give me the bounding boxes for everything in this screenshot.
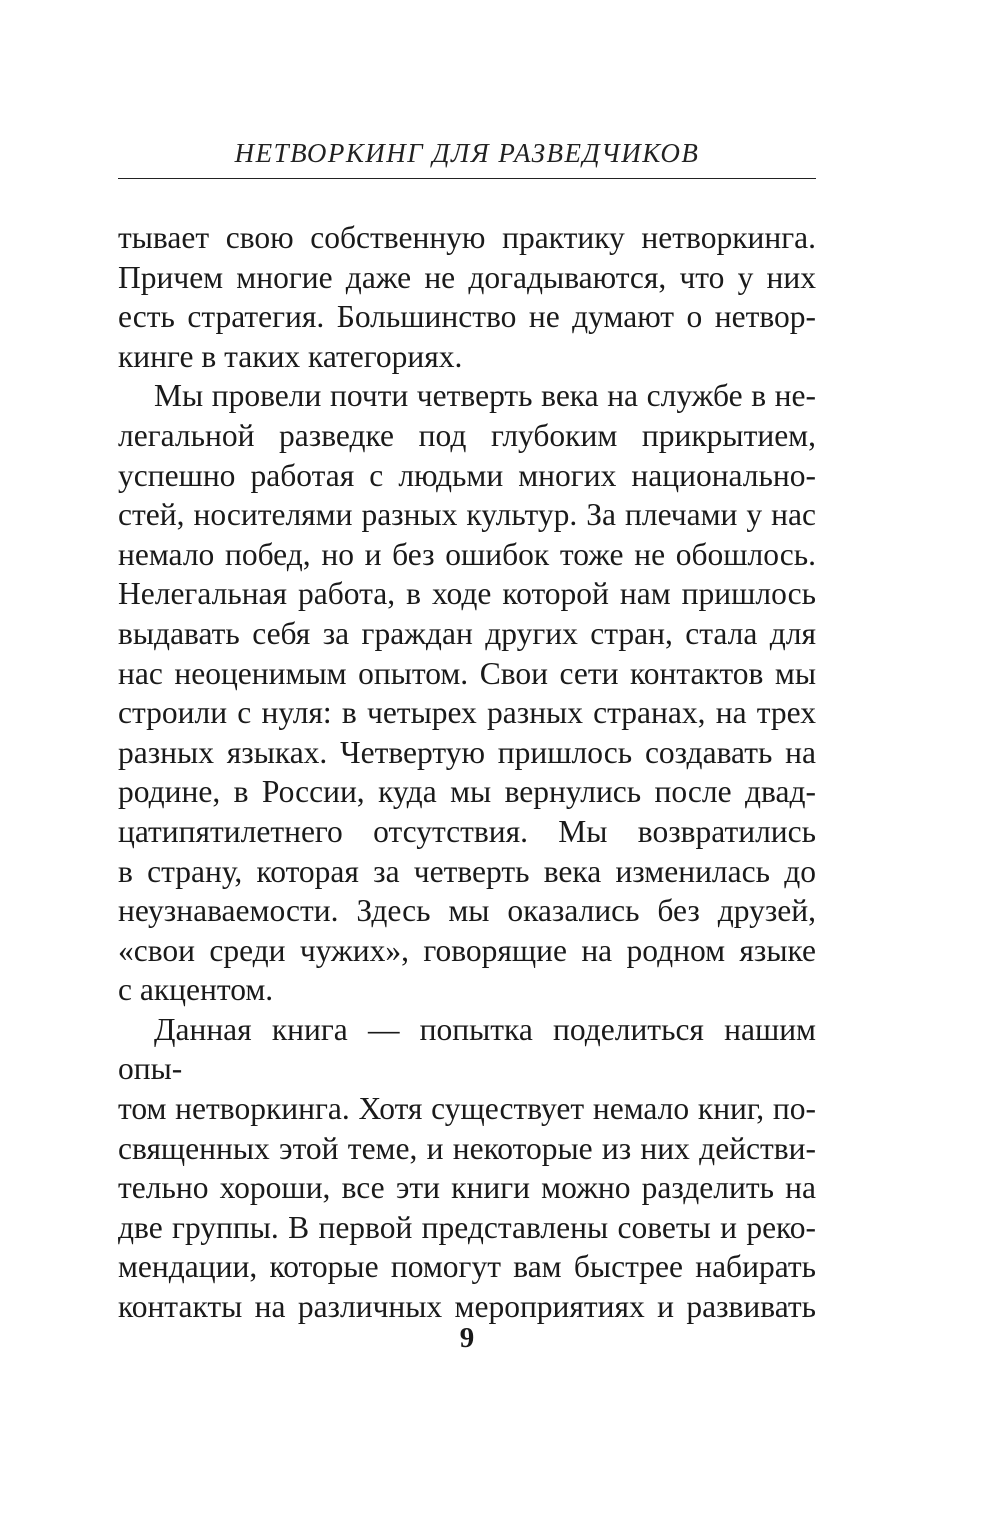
text-line: стей, носителями разных культур. За плечами у нас xyxy=(118,497,816,533)
running-head: НЕТВОРКИНГ ДЛЯ РАЗВЕДЧИКОВ xyxy=(234,138,700,168)
text-line: немало побед, но и без ошибок тоже не обошлось. xyxy=(118,536,816,572)
text-line: Нелегальная работа, в ходе которой нам пришлось xyxy=(118,576,816,612)
text-line: неузнаваемости. Здесь мы оказались без друзей, xyxy=(118,893,816,929)
text-line: священных этой теме, и некоторые из них действи- xyxy=(118,1130,816,1166)
text-line: Причем многие даже не догадываются, что у них xyxy=(118,259,816,295)
text-line: две группы. В первой представлены советы и реко- xyxy=(118,1209,816,1245)
text-line: строили с нуля: в четырех разных странах, на трех xyxy=(118,695,816,731)
text-line: тельно хороши, все эти книги можно разделить на xyxy=(118,1170,816,1206)
page-number: 9 xyxy=(459,1322,475,1354)
text-line: том нетворкинга. Хотя существует немало книг, по- xyxy=(118,1091,816,1127)
text-line: цатипятилетнего отсутствия. Мы возвратились xyxy=(118,813,816,849)
text-line: родине, в России, куда мы вернулись после двад- xyxy=(118,774,816,810)
text-line: тывает свою собственную практику нетворкинга. xyxy=(118,220,816,255)
text-line: нас неоценимым опытом. Свои сети контактов мы xyxy=(118,655,816,691)
text-line: мендации, которые помогут вам быстрее набирать xyxy=(118,1249,816,1285)
header-rule xyxy=(118,178,816,179)
text-line: легальной разведке под глубоким прикрытием, xyxy=(118,417,816,453)
text-line: Мы провели почти четверть века на службе в не- xyxy=(154,378,816,414)
text-line: кинге в таких категориях. xyxy=(118,338,463,374)
text-line: в страну, которая за четверть века изменилась до xyxy=(118,853,816,889)
text-line: «свои среди чужих», говорящие на родном языке xyxy=(118,932,816,968)
text-line: разных языках. Четвертую пришлось создавать на xyxy=(118,734,816,770)
text-line: успешно работая с людьми многих национально- xyxy=(118,457,816,493)
text-line: Данная книга — попытка поделиться нашим опы- xyxy=(118,1011,816,1087)
body-text xyxy=(118,218,816,1327)
text-line: контакты на различных мероприятиях и развивать xyxy=(118,1289,816,1325)
text-line: выдавать себя за граждан других стран, стала для xyxy=(118,615,816,651)
text-line: есть стратегия. Большинство не думают о нетвор- xyxy=(118,299,816,335)
text-line: с акцентом. xyxy=(118,972,274,1008)
